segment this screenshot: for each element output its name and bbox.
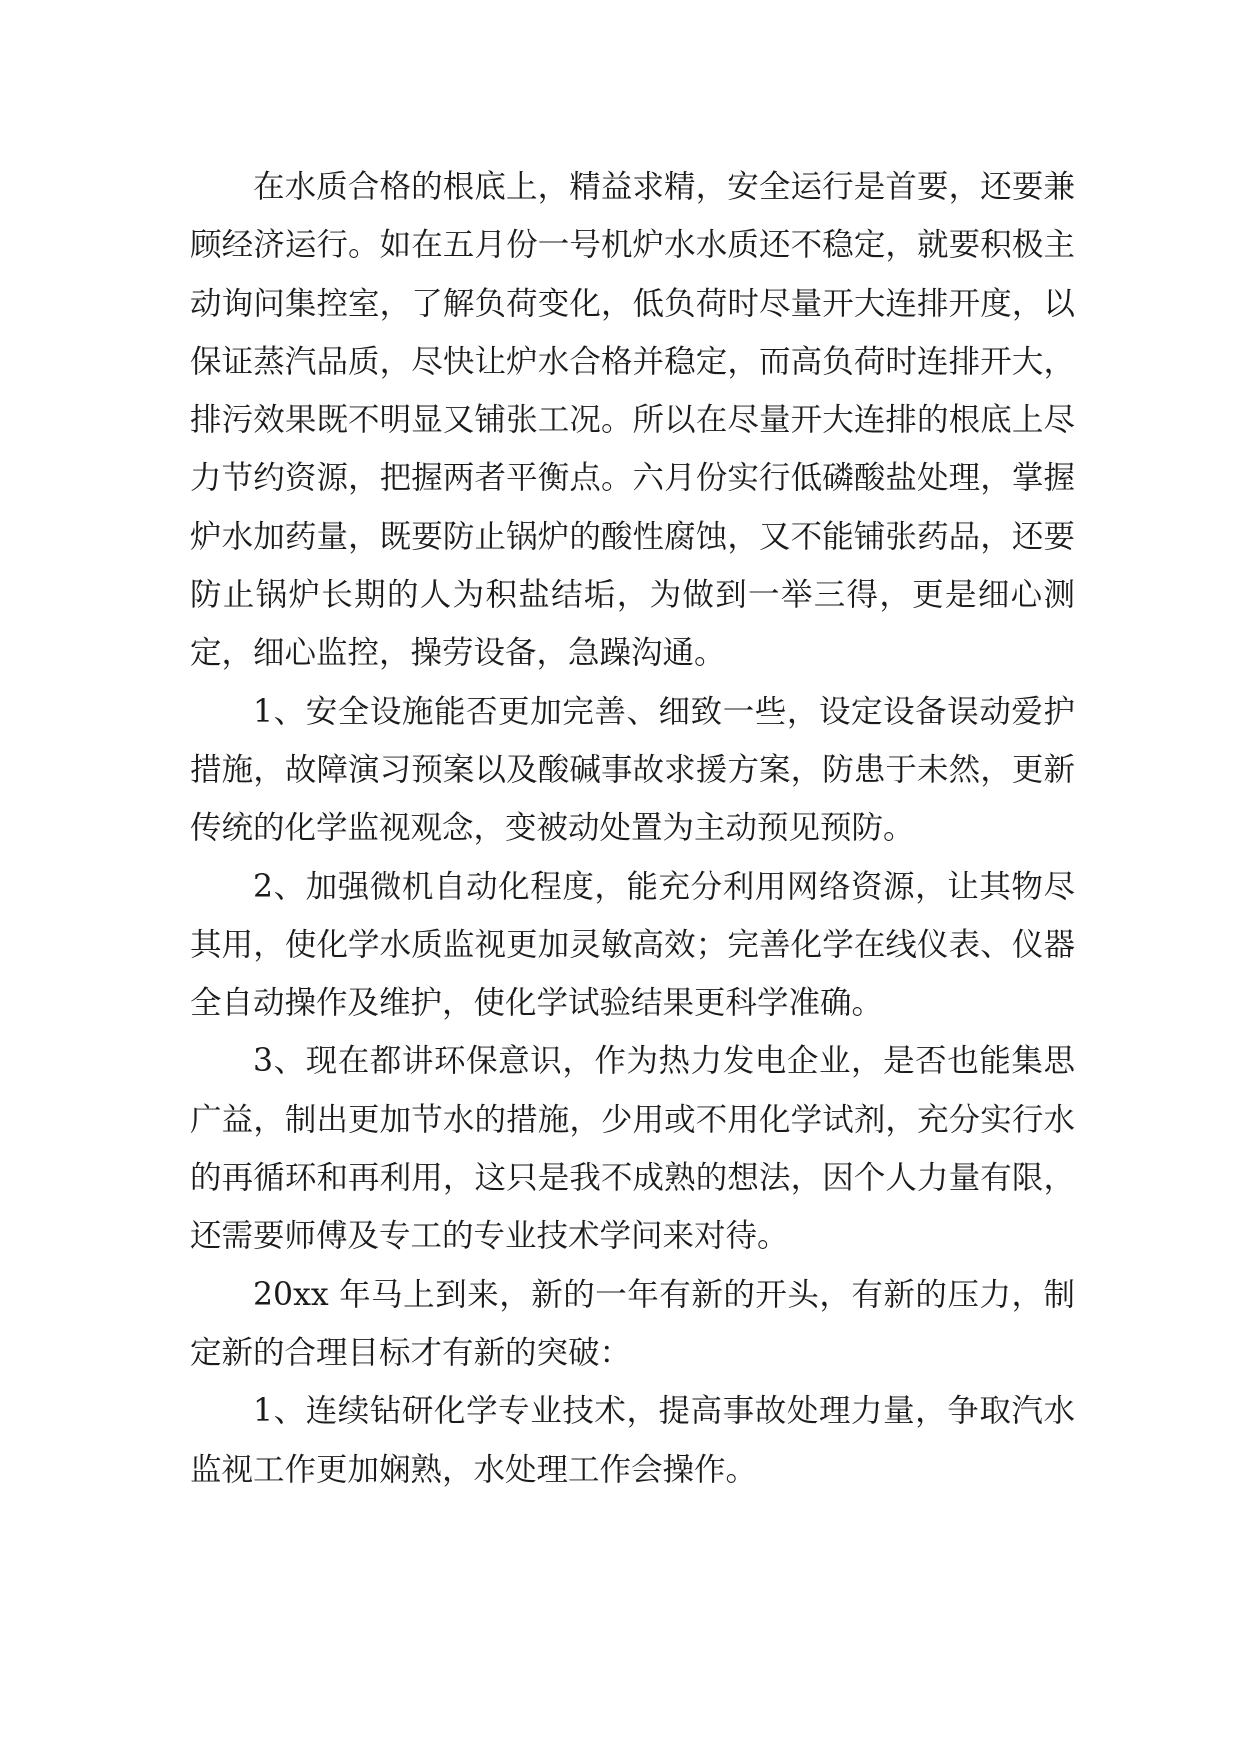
document-body <box>190 158 1075 1499</box>
paragraph-automation: 2、加强微机自动化程度，能充分利用网络资源，让其物尽其用，使化学水质监视更加灵敏高效；完善化学在线仪表、仪器全自动操作及维护，使化学试验结果更科学准确。 <box>190 868 1075 1022</box>
paragraph-water-quality: 在水质合格的根底上，精益求精，安全运行是首要，还要兼顾经济运行。如在五月份一号机炉水水质还不稳定，就要积极主动询问集控室，了解负荷变化，低负荷时尽量开大连排开度，以保证蒸汽品质，尽快让炉水合格并稳定，而高负荷时连排开大，排污效果既不明显又铺张工况。所以在尽量开大连排的根底上尽力节约资源，把握两者平衡点。六月份实行低磷酸盐处理，掌握炉水加药量，既要防止锅炉的酸性腐蚀，又不能铺张药品，还要防止锅炉长期的人为积盐结垢，为做到一举三得，更是细心测定，细心监控，操劳设备，急躁沟通。 <box>190 169 1075 672</box>
paragraph-new-year: 20xx 年马上到来，新的一年有新的开头，有新的压力，制定新的合理目标才有新的突破： <box>190 1276 1075 1371</box>
paragraph-environmental: 3、现在都讲环保意识，作为热力发电企业，是否也能集思广益，制出更加节水的措施，少用或不用化学试剂，充分实行水的再循环和再利用，这只是我不成熟的想法，因个人力量有限，还需要师傅及专工的专业技术学问来对待。 <box>190 1043 1075 1255</box>
paragraph-safety-facilities: 1、安全设施能否更加完善、细致一些，设定设备误动爱护措施，故障演习预案以及酸碱事故求援方案，防患于未然，更新传统的化学监视观念，变被动处置为主动预见预防。 <box>190 693 1075 847</box>
paragraph-goal-one: 1、连续钻研化学专业技术，提高事故处理力量，争取汽水监视工作更加娴熟，水处理工作会操作。 <box>190 1393 1075 1488</box>
